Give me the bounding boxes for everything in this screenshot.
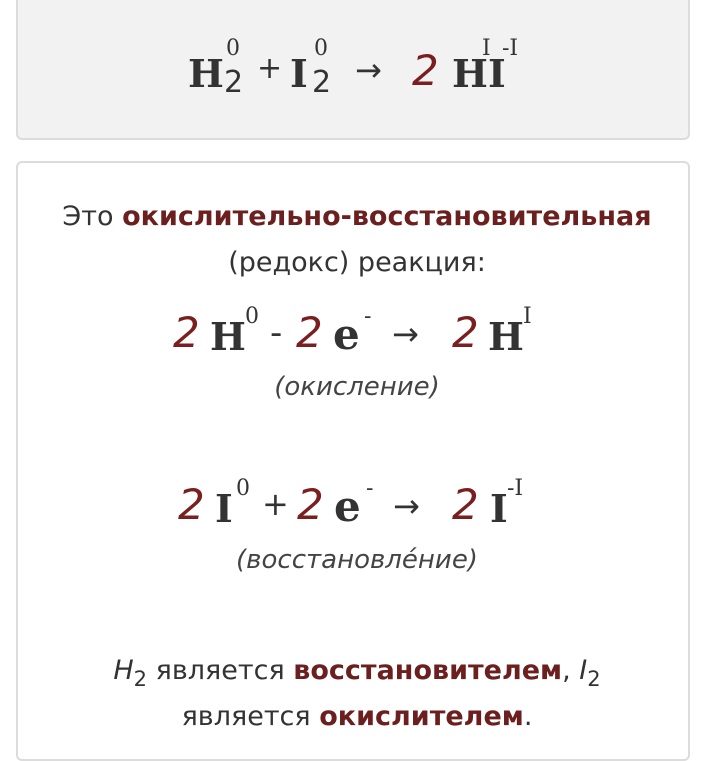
- reduction-coefficient-1: 2: [178, 480, 205, 529]
- oxidation-minus: -: [270, 313, 283, 353]
- reduction-electron: e: [334, 482, 361, 531]
- conclusion-verb-1: является: [147, 655, 294, 686]
- reduction-right-oxidation-state: -I: [507, 476, 524, 501]
- overall-hi-i-oxidation-state: -I: [502, 36, 519, 61]
- oxidation-coefficient-1: 2: [173, 308, 200, 357]
- overall-h-symbol: H: [188, 51, 224, 96]
- overall-i-symbol: I: [290, 51, 308, 96]
- oxidizer-role: окислителем: [319, 701, 524, 732]
- reduction-plus: +: [262, 485, 289, 523]
- intro-line-1: [0, 203, 714, 230]
- oxidation-right-oxidation-state: I: [523, 304, 532, 329]
- overall-i-subscript: 2: [312, 65, 332, 100]
- overall-hi-h-oxidation-state: I: [482, 36, 491, 61]
- oxidation-arrow: →: [392, 315, 419, 353]
- overall-hi-h-symbol: H: [452, 51, 488, 96]
- overall-plus: +: [257, 51, 283, 86]
- reduction-element: I: [215, 486, 233, 531]
- oxidation-coefficient-2: 2: [296, 308, 323, 357]
- reducer-formula-subscript: 2: [133, 667, 148, 691]
- oxidation-left-oxidation-state: 0: [245, 304, 259, 329]
- reducer-formula-symbol: H: [113, 655, 134, 686]
- overall-i-oxidation-state: 0: [314, 36, 328, 61]
- reduction-product: I: [490, 486, 508, 531]
- oxidation-coefficient-3: 2: [452, 308, 479, 357]
- oxidation-electron-charge: -: [364, 304, 372, 329]
- intro-text: Это: [62, 201, 123, 232]
- oxidation-electron: e: [333, 310, 360, 359]
- reduction-label: (восстановле́ние): [236, 545, 478, 575]
- overall-hi-i-symbol: I: [488, 51, 506, 96]
- oxidation-element: H: [210, 314, 246, 359]
- oxidizer-formula-subscript: 2: [587, 667, 601, 691]
- equation-card: [16, 0, 690, 140]
- conclusion-period: .: [523, 701, 533, 732]
- oxidation-product: H: [488, 314, 524, 359]
- reduction-electron-charge: -: [366, 476, 374, 501]
- reduction-arrow: →: [393, 487, 420, 525]
- oxidizer-formula-symbol: I: [579, 655, 588, 686]
- conclusion-comma: ,: [562, 655, 580, 686]
- overall-h-subscript: 2: [224, 65, 244, 100]
- intro-highlight: окислительно-восстановительная: [122, 201, 652, 232]
- overall-h-oxidation-state: 0: [226, 36, 240, 61]
- conclusion-line-2: [0, 703, 714, 730]
- reduction-left-oxidation-state: 0: [236, 476, 250, 501]
- conclusion-line-1: [0, 657, 714, 690]
- reducer-role: восстановителем: [293, 655, 563, 686]
- overall-arrow: →: [355, 51, 382, 89]
- reduction-coefficient-3: 2: [452, 480, 479, 529]
- intro-line-2: (редокс) реакция:: [228, 247, 486, 278]
- overall-coefficient: 2: [412, 46, 439, 95]
- conclusion-verb-2: является: [181, 701, 320, 732]
- oxidation-label: (окисление): [274, 372, 440, 402]
- reduction-coefficient-2: 2: [297, 480, 324, 529]
